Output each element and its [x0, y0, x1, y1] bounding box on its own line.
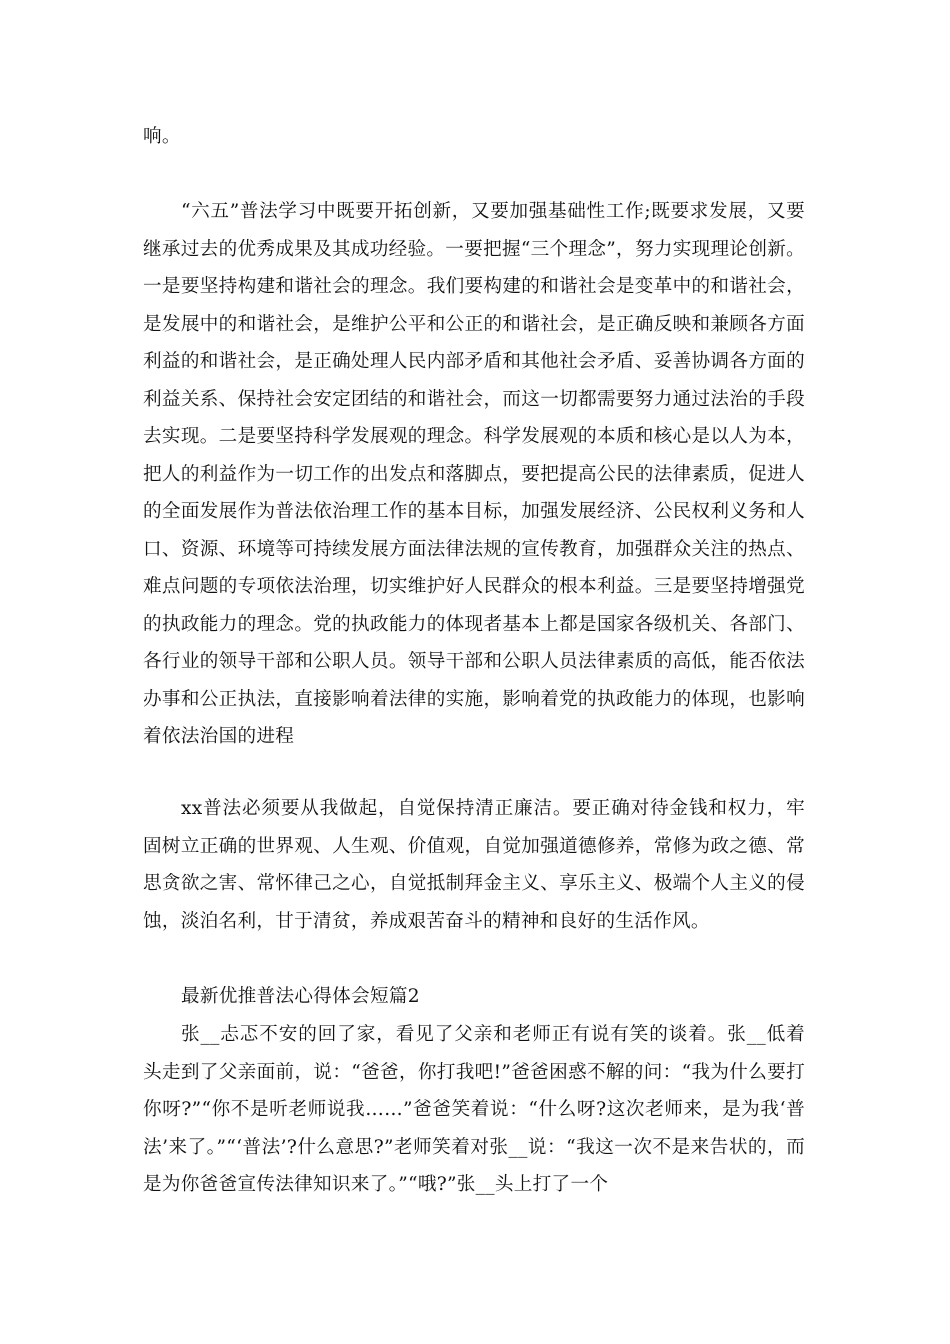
paragraph-liuwu-pufa: “六五”普法学习中既要开拓创新，又要加强基础性工作;既要求发展，又要继承过去的优秀成果及其成功经验。一要把握“三个理念”，努力实现理论创新。一是要坚持构建和谐社会的理念。我们要构建的和谐社会是变革中的和谐社会，是发展中的和谐社会，是维护公平和公正的和谐社会，是正确反映和兼顾各方面利益的和谐社会，是正确处理人民内部矛盾和其他社会矛盾、妥善协调各方面的利益关系、保持社会安定团结的和谐社会，而这一切都需要努力通过法治的手段去实现。二是要坚持科学发展观的理念。科学发展观的本质和核心是以人为本，把人的利益作为一切工作的出发点和落脚点，要把提高公民的法律素质，促进人的全面发展作为普法依治理工作的基本目标，加强发展经济、公民权利义务和人口、资源、环境等可持续发展方面法律法规的宣传教育，加强群众关注的热点、难点问题的专项依法治理，切实维护好人民群众的根本利益。三是要坚持增强党的执政能力的理念。党的执政能力的体现者基本上都是国家各级机关、各部门、各行业的领导干部和公职人员。领导干部和公职人员法律素质的高低，能否依法办事和公正执法，直接影响着法律的实施，影响着党的执政能力的体现，也影响着依法治国的进程 [143, 201, 805, 747]
paragraph-continuation: 响。 [143, 126, 181, 147]
paragraph-xx-pufa: xx普法必须要从我做起，自觉保持清正廉洁。要正确对待金钱和权力，牢固树立正确的世界观、人生观、价值观，自觉加强道德修养，常修为政之德、常思贪欲之害、常怀律己之心，自觉抵制拜金主义、享乐主义、极端个人主义的侵蚀，淡泊名利，甘于清贫，养成艰苦奋斗的精神和良好的生活作风。 [143, 798, 805, 932]
paragraph-story: 张__忐忑不安的回了家，看见了父亲和老师正有说有笑的谈着。张__低着头走到了父亲面前，说：“爸爸，你打我吧!”爸爸困惑不解的问：“我为什么要打你呀?”“你不是听老师说我……”爸爸笑着说：“什么呀?这次老师来，是为我‘普法’来了。”“‘普法’?什么意思?”老师笑着对张__说：“我这一次不是来告状的，而是为你爸爸宣传法律知识来了。”“哦?”张__头上打了一个 [143, 1024, 805, 1195]
section-heading: 最新优推普法心得体会短篇2 [181, 986, 420, 1007]
